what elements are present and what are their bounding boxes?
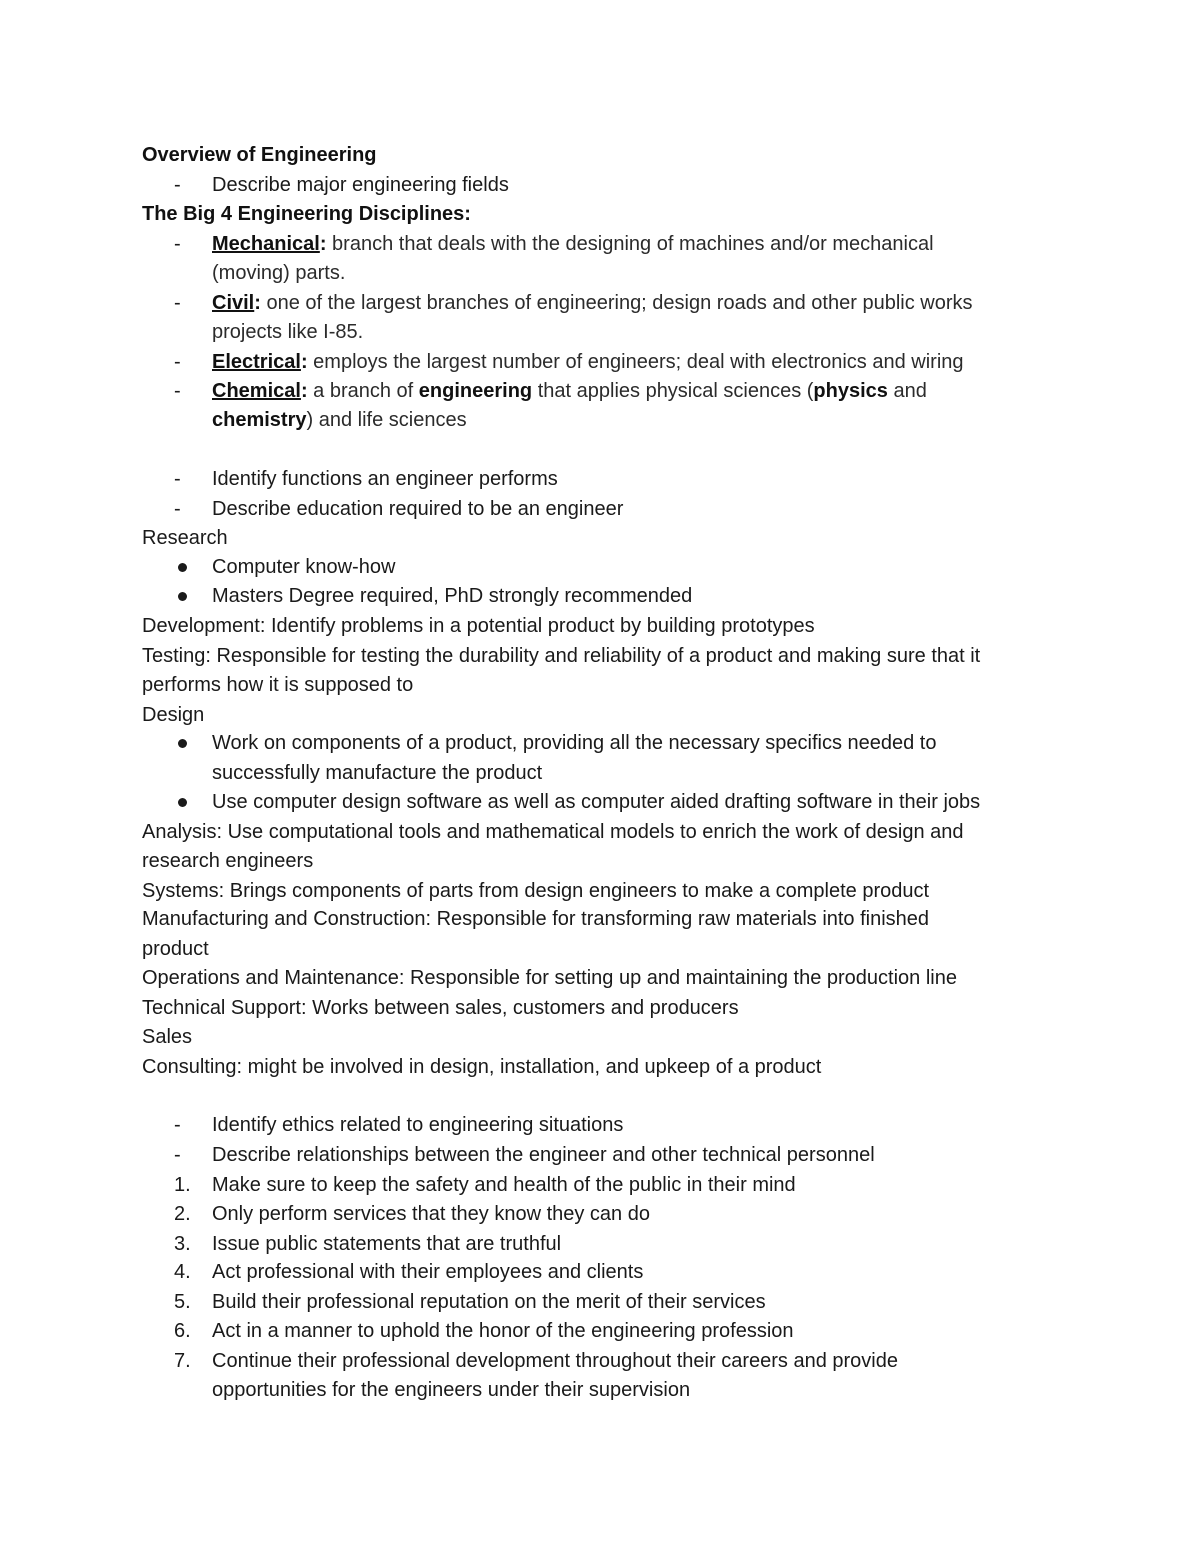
discipline-chemical [212, 376, 927, 406]
term-colon: : [254, 292, 261, 314]
term-colon: : [300, 351, 308, 373]
list-number: 3. [174, 1233, 191, 1255]
dash-marker: - [174, 380, 181, 402]
document-title: Overview of Engineering [142, 144, 377, 166]
dash-marker: - [174, 292, 181, 314]
analysis-line-cont: research engineers [142, 850, 314, 872]
manufacturing-line: Manufacturing and Construction: Responsible for transforming raw materials into finished [142, 908, 930, 930]
list-number: 7. [174, 1350, 191, 1372]
dash-marker: - [174, 498, 181, 520]
numbered-item: Act in a manner to uphold the honor of the engineering profession [212, 1320, 794, 1342]
systems-line: Systems: Brings components of parts from design engineers to make a complete product [142, 880, 930, 902]
list-item: Identify functions an engineer performs [212, 468, 558, 490]
numbered-item-cont: opportunities for the engineers under their supervision [212, 1379, 691, 1401]
list-item: Identify ethics related to engineering situations [212, 1114, 624, 1136]
numbered-item: Continue their professional development throughout their careers and provide [212, 1350, 898, 1372]
term-chemical: Chemical [212, 380, 301, 402]
testing-line: Testing: Responsible for testing the durability and reliability of a product and making sure that it [142, 645, 981, 667]
discipline-desc-cont: (moving) parts. [212, 262, 346, 284]
numbered-item: Issue public statements that are truthful [212, 1233, 562, 1255]
discipline-desc: ) and life sciences [306, 409, 467, 431]
list-number: 1. [174, 1174, 191, 1196]
list-number: 2. [174, 1203, 191, 1225]
list-item: Work on components of a product, providing all the necessary specifics needed to [212, 732, 937, 754]
discipline-electrical [212, 347, 964, 377]
sales-line: Sales [142, 1026, 193, 1048]
list-item: Describe relationships between the engineer and other technical personnel [212, 1144, 875, 1166]
term-electrical: Electrical [212, 351, 301, 373]
consulting-line: Consulting: might be involved in design, installation, and upkeep of a product [142, 1056, 822, 1078]
dash-marker: - [174, 351, 181, 373]
testing-line-cont: performs how it is supposed to [142, 674, 414, 696]
term-civil: Civil [212, 292, 255, 314]
operations-line: Operations and Maintenance: Responsible for setting up and maintaining the production line [142, 967, 957, 989]
numbered-item: Build their professional reputation on the merit of their services [212, 1291, 766, 1313]
term-colon: : [300, 380, 308, 402]
list-item-cont: successfully manufacture the product [212, 762, 543, 784]
discipline-desc: a branch of [307, 380, 419, 402]
numbered-item: Make sure to keep the safety and health of the public in their mind [212, 1174, 796, 1196]
discipline-desc: that applies physical sciences ( [532, 380, 814, 402]
discipline-desc: employs the largest number of engineers; deal with electronics and wiring [307, 351, 964, 373]
term-colon: : [319, 233, 327, 255]
list-number: 6. [174, 1320, 191, 1342]
big4-heading: The Big 4 Engineering Disciplines: [142, 203, 471, 225]
list-number: 5. [174, 1291, 191, 1313]
list-item: Describe major engineering fields [212, 174, 509, 196]
bullet-dot [178, 798, 187, 807]
bullet-dot [178, 739, 187, 748]
bullet-dot [178, 592, 187, 601]
list-item: Masters Degree required, PhD strongly recommended [212, 585, 693, 607]
discipline-desc-cont [212, 405, 467, 435]
dash-marker: - [174, 468, 181, 490]
discipline-desc: branch that deals with the designing of machines and/or mechanical [326, 233, 934, 255]
discipline-desc: and [887, 380, 927, 402]
analysis-line: Analysis: Use computational tools and mathematical models to enrich the work of design and [142, 821, 964, 843]
discipline-desc-cont: projects like I-85. [212, 321, 364, 343]
bold-term: engineering [418, 380, 533, 402]
numbered-item: Only perform services that they know they can do [212, 1203, 650, 1225]
discipline-mechanical [212, 229, 934, 259]
bold-term: physics [813, 380, 888, 402]
numbered-item: Act professional with their employees and clients [212, 1261, 644, 1283]
bold-term: chemistry [212, 409, 307, 431]
list-item: Describe education required to be an engineer [212, 498, 624, 520]
discipline-civil [212, 288, 972, 318]
list-item: Computer know-how [212, 556, 396, 578]
dash-marker: - [174, 1144, 181, 1166]
technical-support-line: Technical Support: Works between sales, customers and producers [142, 997, 739, 1019]
design-label: Design [142, 704, 205, 726]
list-item: Use computer design software as well as computer aided drafting software in their jobs [212, 791, 981, 813]
bullet-dot [178, 563, 187, 572]
development-line: Development: Identify problems in a potential product by building prototypes [142, 615, 815, 637]
dash-marker: - [174, 1114, 181, 1136]
dash-marker: - [174, 233, 181, 255]
manufacturing-line-cont: product [142, 938, 209, 960]
dash-marker: - [174, 174, 181, 196]
list-number: 4. [174, 1261, 191, 1283]
term-mechanical: Mechanical [212, 233, 320, 255]
research-label: Research [142, 527, 228, 549]
discipline-desc: one of the largest branches of engineering; design roads and other public works [260, 292, 973, 314]
